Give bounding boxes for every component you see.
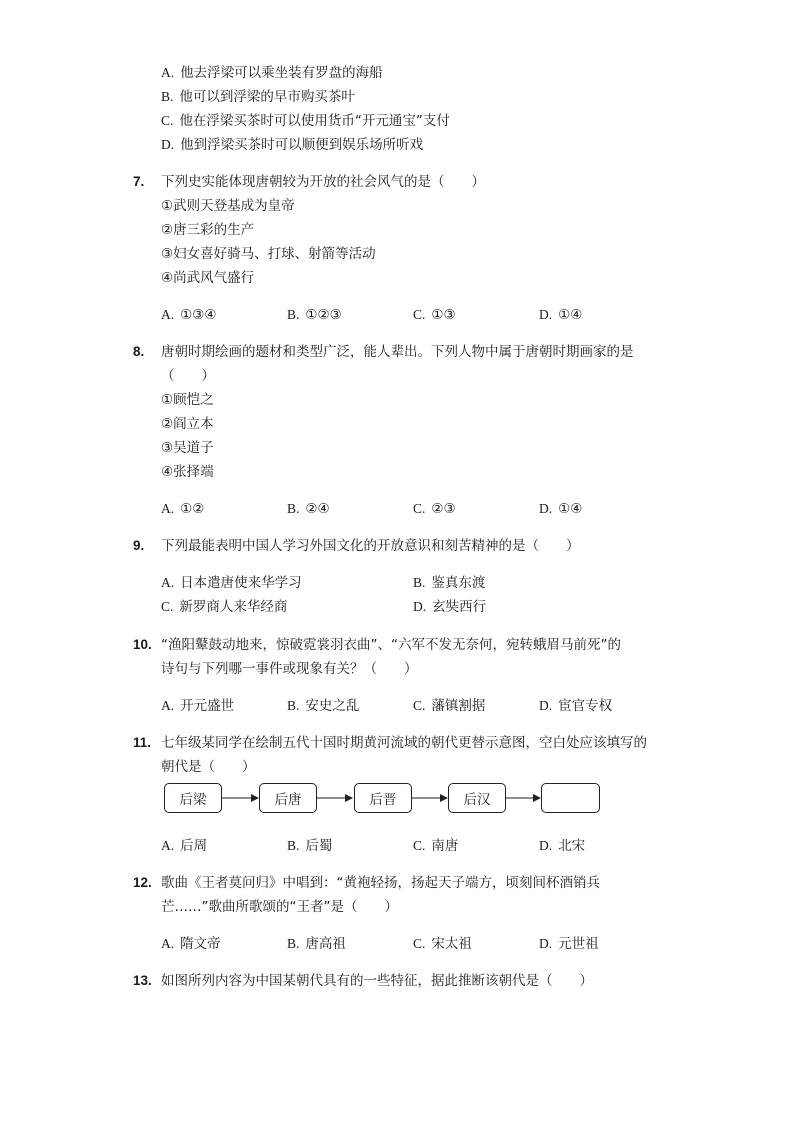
q7-item-2: ②唐三彩的生产 [161,222,255,238]
dynasty-box-2 [259,783,317,813]
q9-number: 9. [133,538,145,553]
q13-number: 13. [133,973,152,988]
q7-option-b: B. ①②③ [287,307,342,323]
q8-option-d: D. ①④ [539,501,583,517]
q6-option-b: B. 他可以到浮梁的早市购买茶叶 [161,89,355,105]
q10-stem-line2: 诗句与下列哪一事件或现象有关？（ ） [161,661,418,677]
q11-option-d: D. 北宋 [539,838,586,854]
q12-option-b: B. 唐高祖 [287,936,346,952]
q7-option-d: D. ①④ [539,307,583,323]
q8-stem-line2: （ ） [161,368,215,384]
q11-option-b: B. 后蜀 [287,838,333,854]
q7-item-4: ④尚武风气盛行 [161,270,255,286]
q8-item-4: ④张择端 [161,464,214,480]
q12-stem-line2: 芒……”歌曲所歌颂的“王者”是（ ） [161,899,398,915]
dynasty-box-4 [448,783,506,813]
q7-item-1: ①武则天登基成为皇帝 [161,198,295,214]
dynasty-box-3 [354,783,412,813]
q7-stem: 下列史实能体现唐朝较为开放的社会风气的是（ ） [161,174,485,190]
q9-option-d: D. 玄奘西行 [413,599,487,615]
q7-number: 7. [133,174,145,189]
q13-stem: 如图所列内容为中国某朝代具有的一些特征，据此推断该朝代是（ ） [161,973,593,989]
q8-number: 8. [133,344,145,359]
q8-item-2: ②阎立本 [161,416,214,432]
q11-option-a: A. 后周 [161,838,208,854]
dynasty-box-blank [541,783,600,813]
q6-option-a: A. 他去浮梁可以乘坐装有罗盘的海船 [161,65,383,81]
q10-stem-line1: “渔阳鼙鼓动地来，惊破霓裳羽衣曲”、“六军不发无奈何，宛转蛾眉马前死”的 [161,637,621,653]
q12-stem-line1: 歌曲《王者莫问归》中唱到：“黄袍轻扬，扬起天子端方，顷刻间杯酒销兵 [161,875,600,891]
q11-stem-line1: 七年级某同学在绘制五代十国时期黄河流域的朝代更替示意图，空白处应该填写的 [161,735,647,751]
q9-option-c: C. 新罗商人来华经商 [161,599,288,615]
q12-number: 12. [133,875,152,890]
q10-option-a: A. 开元盛世 [161,698,235,714]
q8-option-c: C. ②③ [413,501,456,517]
q12-option-a: A. 隋文帝 [161,936,221,952]
q12-option-d: D. 元世祖 [539,936,599,952]
q10-number: 10. [133,637,152,652]
q8-item-3: ③吴道子 [161,440,214,456]
q10-option-d: D. 宦官专权 [539,698,613,714]
dynasty-box-1-label: 后梁 [179,792,207,808]
dynasty-box-4-label: 后汉 [463,792,491,808]
q9-stem: 下列最能表明中国人学习外国文化的开放意识和刻苦精神的是（ ） [161,538,580,554]
q9-option-a: A. 日本遣唐使来华学习 [161,575,302,591]
q8-item-1: ①顾恺之 [161,392,214,408]
q7-item-3: ③妇女喜好骑马、打球、射箭等活动 [161,246,376,262]
q9-option-b: B. 鉴真东渡 [413,575,486,591]
q8-option-a: A. ①② [161,501,205,517]
q6-option-c: C. 他在浮梁买茶时可以使用货币“开元通宝”支付 [161,113,450,129]
dynasty-box-2-label: 后唐 [274,792,302,808]
q7-option-c: C. ①③ [413,307,456,323]
q10-option-b: B. 安史之乱 [287,698,360,714]
q11-number: 11. [133,735,152,750]
dynasty-box-1 [164,783,222,813]
q6-option-d: D. 他到浮梁买茶时可以顺便到娱乐场所听戏 [161,137,424,153]
dynasty-box-3-label: 后晋 [369,792,397,808]
q7-option-a: A. ①③④ [161,307,217,323]
q8-stem-line1: 唐朝时期绘画的题材和类型广泛，能人辈出。下列人物中属于唐朝时期画家的是 [161,344,634,360]
q8-option-b: B. ②④ [287,501,330,517]
q11-option-c: C. 南唐 [413,838,459,854]
q11-stem-line2: 朝代是（ ） [161,759,256,775]
q10-option-c: C. 藩镇割据 [413,698,486,714]
q12-option-c: C. 宋太祖 [413,936,472,952]
